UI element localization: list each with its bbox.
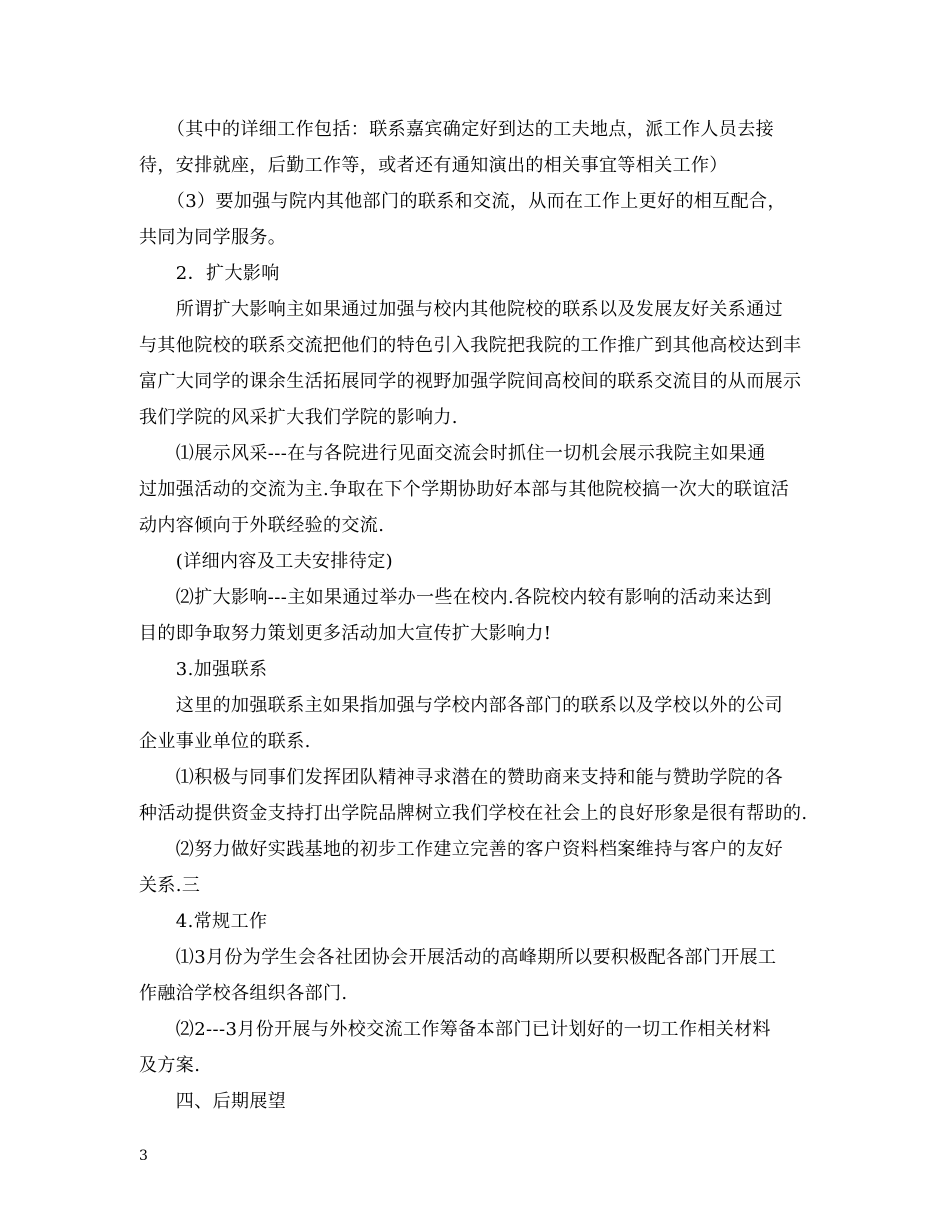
text-line: 富广大同学的课余生活拓展同学的视野加强学院间高校间的联系交流目的从而展示 [139, 371, 802, 392]
text-line: 关系.三 [139, 875, 201, 896]
text-line: 所谓扩大影响主如果通过加强与校内其他院校的联系以及发展友好关系通过 [139, 299, 783, 320]
text-line: （其中的详细工作包括：联系嘉宾确定好到达的工夫地点，派工作人员去接 [139, 119, 774, 140]
text-line: 及方案. [139, 1055, 201, 1076]
text-line: ⑴展示风采---在与各院进行见面交流会时抓住一切机会展示我院主如果通 [139, 443, 766, 464]
section-heading: 四、后期展望 [139, 1091, 287, 1112]
text-line: 我们学院的风采扩大我们学院的影响力. [139, 407, 458, 428]
text-line: ⑵2---3月份开展与外校交流工作筹备本部门已计划好的一切工作相关材料 [139, 1019, 771, 1040]
text-line: 种活动提供资金支持打出学院品牌树立我们学校在社会上的良好形象是很有帮助的. [139, 803, 808, 824]
text-line: 目的即争取努力策划更多活动加大宣传扩大影响力! [139, 623, 552, 644]
text-line: （3）要加强与院内其他部门的联系和交流，从而在工作上更好的相互配合， [139, 191, 786, 212]
text-line: ⑵扩大影响---主如果通过举办一些在校内.各院校内较有影响的活动来达到 [139, 587, 772, 608]
text-line: ⑴3月份为学生会各社团协会开展活动的高峰期所以要积极配各部门开展工 [139, 947, 777, 968]
section-heading: 4.常规工作 [139, 911, 268, 932]
text-line: 与其他院校的联系交流把他们的特色引入我院把我院的工作推广到其他高校达到丰 [139, 335, 802, 356]
text-line: 这里的加强联系主如果指加强与学校内部各部门的联系以及学校以外的公司 [139, 695, 783, 716]
text-line: 共同为同学服务。 [139, 227, 287, 248]
text-line: 企业事业单位的联系. [139, 731, 311, 752]
section-heading: 3.加强联系 [139, 659, 268, 680]
text-line: ⑵努力做好实践基地的初步工作建立完善的客户资料档案维持与客户的友好 [139, 839, 783, 860]
text-line: ⑴积极与同事们发挥团队精神寻求潜在的赞助商来支持和能与赞助学院的各 [139, 767, 783, 788]
page-number: 3 [139, 1148, 148, 1164]
text-line: 作融洽学校各组织各部门. [139, 983, 348, 1004]
section-heading: 2．扩大影响 [139, 263, 280, 284]
text-line: 过加强活动的交流为主.争取在下个学期协助好本部与其他院校搞一次大的联谊活 [139, 479, 790, 500]
text-line: 待，安排就座，后勤工作等，或者还有通知演出的相关事宜等相关工作） [139, 155, 728, 176]
text-line: (详细内容及工夫安排待定) [139, 551, 394, 572]
text-line: 动内容倾向于外联经验的交流. [139, 515, 385, 536]
